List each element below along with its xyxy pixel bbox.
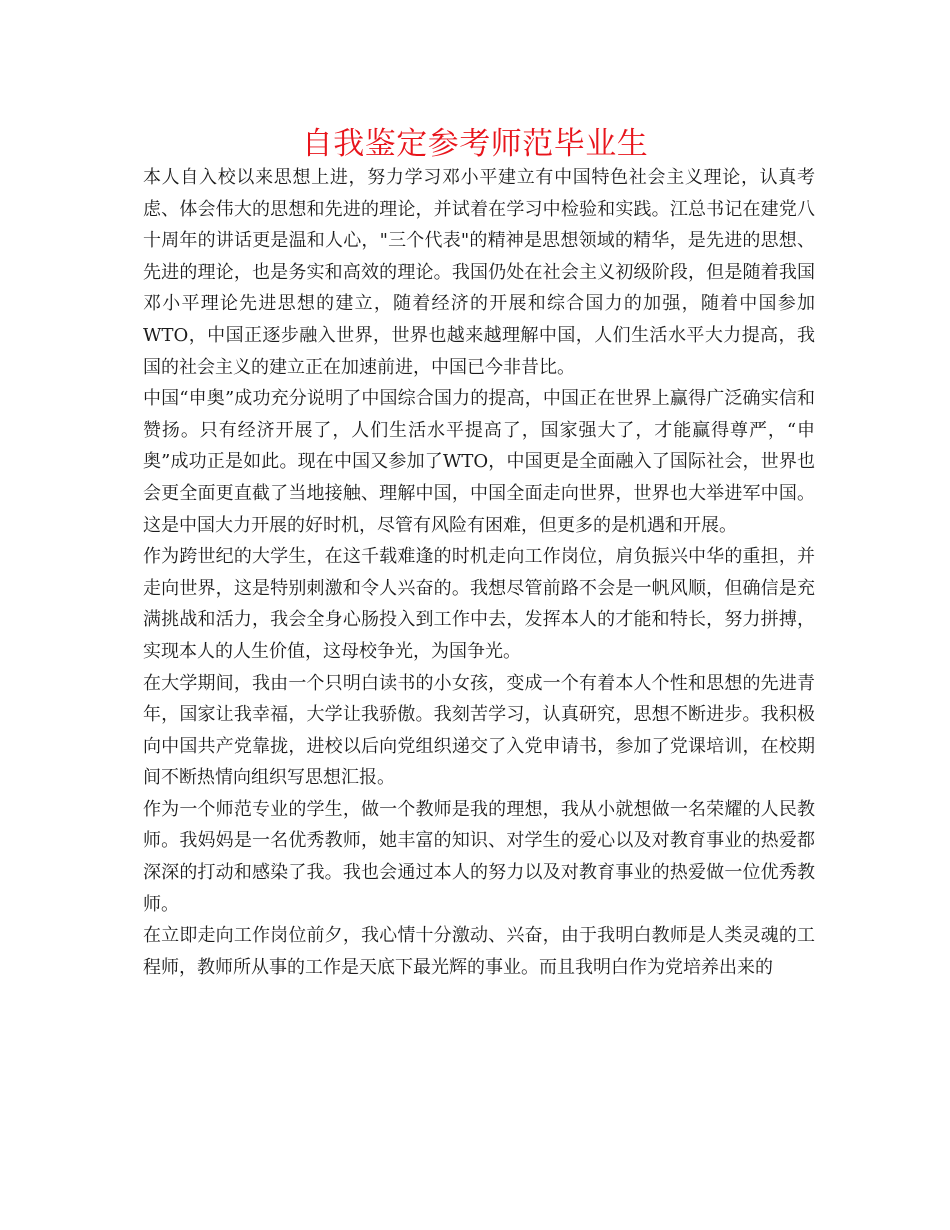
paragraph: 中国“申奥”成功充分说明了中国综合国力的提高，中国正在世界上赢得广泛确实信和赞扬。只有经济开展了，人们生活水平提高了，国家强大了，才能赢得尊严，“申奥”成功正是如此。现在中国又参加了WTO，中国更是全面融入了国际社会，世界也会更全面更直截了当地接触、理解中国，中国全面走向世界，世界也大举进军中国。这是中国大力开展的好时机，尽管有风险有困难，但更多的是机遇和开展。 [143, 388, 815, 536]
paragraph: 本人自入校以来思想上进，努力学习邓小平建立有中国特色社会主义理论，认真考虑、体会伟大的思想和先进的理论，并试着在学习中检验和实践。江总书记在建党八十周年的讲话更是温和人心，"三个代表"的精神是思想领域的精华，是先进的思想、先进的理论，也是务实和高效的理论。我国仍处在社会主义初级阶段，但是随着我国邓小平理论先进思想的建立，随着经济的开展和综合国力的加强，随着中国参加WTO，中国正逐步融入世界，世界也越来越理解中国，人们生活水平大力提高，我国的社会主义的建立正在加速前进，中国已今非昔比。 [143, 167, 815, 378]
paragraph: 在大学期间，我由一个只明白读书的小女孩，变成一个有着本人个性和思想的先进青年，国家让我幸福，大学让我骄傲。我刻苦学习，认真研究，思想不断进步。我积极向中国共产党靠拢，进校以后向党组织递交了入党申请书，参加了党课培训，在校期间不断热情向组织写思想汇报。 [143, 672, 815, 789]
document-title: 自我鉴定参考师范毕业生 [301, 126, 649, 162]
paragraph: 作为跨世纪的大学生，在这千载难逢的时机走向工作岗位，肩负振兴中华的重担，并走向世界，这是特别刺激和令人兴奋的。我想尽管前路不会是一帆风顺，但确信是充满挑战和活力，我会全身心肠投入到工作中去，发挥本人的才能和特长，努力拼搏，实现本人的人生价值，这母校争光，为国争光。 [143, 546, 815, 662]
paragraph: 作为一个师范专业的学生，做一个教师是我的理想，我从小就想做一名荣耀的人民教师。我妈妈是一名优秀教师，她丰富的知识、对学生的爱心以及对教育事业的热爱都深深的打动和感染了我。我也会通过本人的努力以及对教育事业的热爱做一位优秀教师。 [143, 798, 815, 915]
document-body [143, 162, 815, 983]
paragraph: 在立即走向工作岗位前夕，我心情十分激动、兴奋，由于我明白教师是人类灵魂的工程师，教师所从事的工作是天底下最光辉的事业。而且我明白作为党培养出来的 [143, 925, 815, 978]
